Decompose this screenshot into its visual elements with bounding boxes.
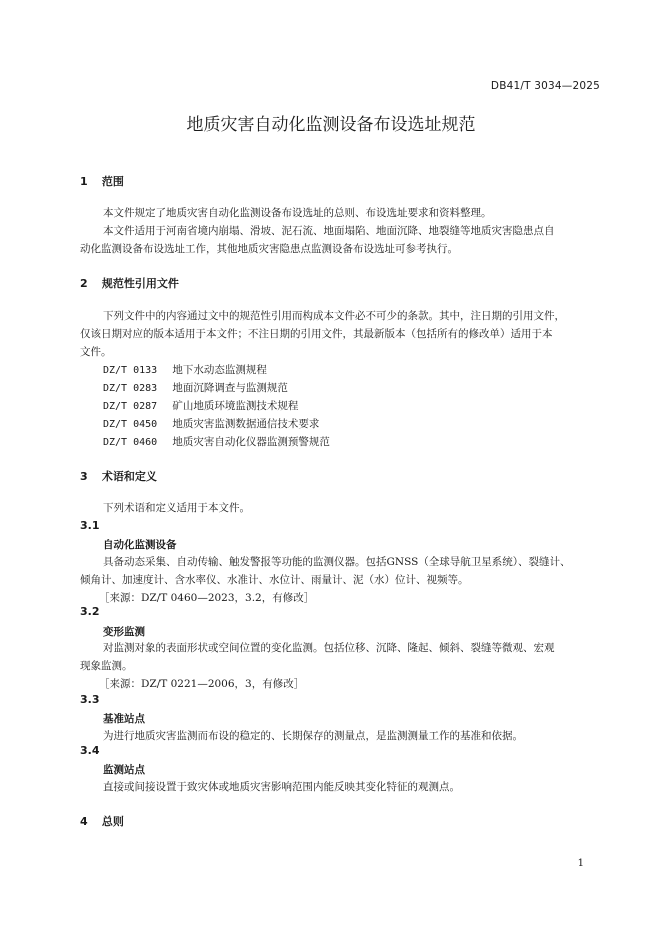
- term-name: 基准站点: [103, 713, 145, 725]
- section-number: 3: [80, 470, 88, 483]
- paragraph-line: 动化监测设备布设选址工作，其他地质灾害隐患点监测设备布设选址可参考执行。: [80, 243, 458, 255]
- reference-title: 地下水动态监测规程: [172, 364, 267, 376]
- section-number: 4: [80, 815, 88, 828]
- reference-code: DZ/T 0133: [103, 365, 158, 376]
- reference-item: [103, 434, 330, 449]
- term-definition-line: 倾角计、加速度计、含水率仪、水准计、水位计、雨量计、泥（水）位计、视频等。: [80, 574, 469, 586]
- section-number: 2: [80, 277, 88, 290]
- page-number: 1: [577, 858, 584, 869]
- reference-title: 地质灾害监测数据通信技术要求: [172, 418, 320, 430]
- section-heading-scope: [80, 173, 124, 189]
- reference-title: 矿山地质环境监测技术规程: [172, 400, 299, 412]
- term-name: 自动化监测设备: [103, 539, 177, 551]
- reference-title: 地面沉降调查与监测规范: [172, 382, 288, 394]
- section-title: 规范性引用文件: [101, 277, 179, 290]
- term-number: 3.4: [80, 744, 100, 757]
- term-number: 3.3: [80, 693, 100, 706]
- term-definition-line: 具备动态采集、自动传输、触发警报等功能的监测仪器。包括GNSS（全球导航卫星系统）、裂缝计、: [103, 556, 571, 568]
- reference-item: [103, 398, 298, 413]
- document-title: 地质灾害自动化监测设备布设选址规范: [186, 115, 476, 135]
- reference-title: 地质灾害自动化仪器监测预警规范: [172, 436, 330, 448]
- reference-code: DZ/T 0460: [103, 437, 158, 448]
- term-source: ［来源：DZ/T 0221—2006，3，有修改］: [99, 678, 305, 690]
- reference-code: DZ/T 0283: [103, 383, 158, 394]
- term-number: 3.1: [80, 519, 100, 532]
- section-title: 术语和定义: [101, 470, 157, 483]
- reference-code: DZ/T 0287: [103, 401, 158, 412]
- term-definition-line: 对监测对象的表面形状或空间位置的变化监测。包括位移、沉降、隆起、倾斜、裂缝等微观、宏观: [103, 642, 555, 654]
- reference-item: [103, 362, 267, 377]
- term-source: ［来源：DZ/T 0460—2023，3.2，有修改］: [99, 592, 315, 604]
- reference-code: DZ/T 0450: [103, 419, 158, 430]
- reference-item: [103, 416, 319, 431]
- term-definition-line: 为进行地质灾害监测而布设的稳定的、长期保存的测量点，是监测测量工作的基准和依据。: [103, 730, 523, 742]
- paragraph-line: 本文件规定了地质灾害自动化监测设备布设选址的总则、布设选址要求和资料整理。: [103, 207, 492, 219]
- section-heading-general: [80, 813, 124, 829]
- term-definition-line: 现象监测。: [80, 660, 133, 672]
- section-title: 范围: [101, 175, 124, 188]
- reference-item: [103, 380, 288, 395]
- paragraph-line: 下列文件中的内容通过文中的规范性引用而构成本文件必不可少的条款。其中，注日期的引用文件，: [103, 310, 565, 322]
- term-name: 变形监测: [103, 626, 145, 638]
- term-number: 3.2: [80, 605, 100, 618]
- section-heading-normative-references: [80, 275, 179, 291]
- term-definition-line: 直接或间接设置于致灾体或地质灾害影响范围内能反映其变化特征的观测点。: [103, 781, 460, 793]
- paragraph-line: 本文件适用于河南省境内崩塌、滑坡、泥石流、地面塌陷、地面沉降、地裂缝等地质灾害隐患点自: [103, 225, 555, 237]
- section-heading-terms-definitions: [80, 468, 157, 484]
- paragraph-line: 仅该日期对应的版本适用于本文件；不注日期的引用文件，其最新版本（包括所有的修改单）适用于本: [80, 328, 553, 340]
- section-number: 1: [80, 175, 88, 188]
- term-name: 监测站点: [103, 764, 145, 776]
- section-title: 总则: [101, 815, 124, 828]
- paragraph-line: 文件。: [80, 346, 112, 358]
- paragraph-line: 下列术语和定义适用于本文件。: [103, 502, 250, 514]
- document-code: DB41/T 3034—2025: [490, 80, 600, 92]
